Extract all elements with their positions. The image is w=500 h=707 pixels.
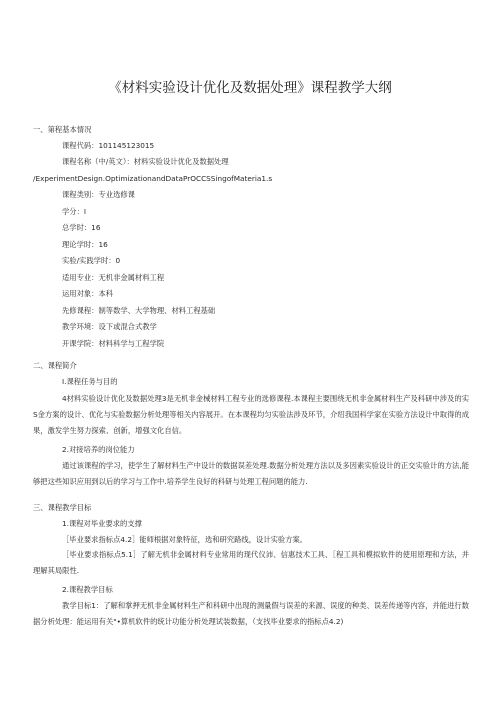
subheading-job-ability: 2.对接培养的岗位能力 xyxy=(62,445,135,454)
section-heading-course-intro: 二、课程简介 xyxy=(33,361,77,370)
applicable-major: 适用专业：无机非金属材料工程 xyxy=(62,273,165,282)
requirement-5-1: ［毕业要求指标点5.1］了解无机非金属材料专业常用的现代仪沛、信惠技术工具、［程工具和模拟软件的使用原理和方法，并理解其局限性. xyxy=(33,550,469,575)
document-title: 《材料实验设计优化及数据处理》课程教学大纲 xyxy=(108,80,392,96)
course-type: 课程类别：专业选修课 xyxy=(62,190,135,199)
subheading-teaching-goals: 2.课程教学目标 xyxy=(62,585,113,594)
teaching-goal-1: 教学目标1：了解和掌押无机非金属材料生产和科研中出现的测量假与误差的来源、误度的种类、误差传递等内容，并能进行数据分析处理：能运用有关"•算机软件的统计功能分析处理试装数据，（支找毕业要求的指标点4.2) xyxy=(33,601,469,626)
paragraph-course-description: 4材料实验设计优化及数据处理3是无机非金械材料工程专业的选修课程.本课程主要围绕无机非金属材料生产及科研中涉及的实S金方案的设计、优化与实验数据分析处理等相关内容展开。在本课程均匀实验法涉及环节，介绍我国科学家在实验方法设计中取得的成果，激发学生努力探索、创新，增强文化自信。 xyxy=(33,394,469,435)
section-heading-basic-info: 一、第程基本情况 xyxy=(33,125,92,134)
offering-college: 开课学院：材料科学与工程学院 xyxy=(62,339,165,348)
theory-hours: 理论学时：16 xyxy=(62,240,108,249)
subheading-graduation-support: 1.课程对毕业要求的支撑 xyxy=(62,519,142,528)
total-hours: 总学时：16 xyxy=(62,223,101,232)
teaching-environment: 教学环境：设下或混合式教学 xyxy=(62,322,157,331)
target-students: 运用对象：本科 xyxy=(62,289,114,298)
prerequisites: 先修课程：制等数学、大学物理、材料工程基础 xyxy=(62,306,216,315)
course-name-english: /ExperimentDesign.OptimizationandDataPrOCCSSingofMateria1.s xyxy=(33,174,273,183)
credits: 学分：I xyxy=(62,207,87,216)
lab-hours: 实验/实践学时：0 xyxy=(62,256,121,265)
section-heading-teaching-goals: 三、课程教学目标 xyxy=(33,503,92,512)
course-code: 课程代码：101145123015 xyxy=(62,141,155,150)
requirement-4-2: ［毕业要求指标点4.2］能师根据对象特征，选和研究路线，设计实验方案。 xyxy=(62,535,308,544)
course-name: 课程名称（中/英文）：材料实验设计优化及数据处理 xyxy=(62,157,229,166)
subheading-task-purpose: I.课程任务与目的 xyxy=(62,377,118,386)
paragraph-job-ability: 通过该课程的学习，使学生了解材料生产中设计的数据误差处理.数据分析处理方法以及多因素实验设计的正交实验计的方法,能够把这些知识应用到以后的学习与工作中.培养学生良好的科研与处理工程问题的能力. xyxy=(33,461,469,486)
